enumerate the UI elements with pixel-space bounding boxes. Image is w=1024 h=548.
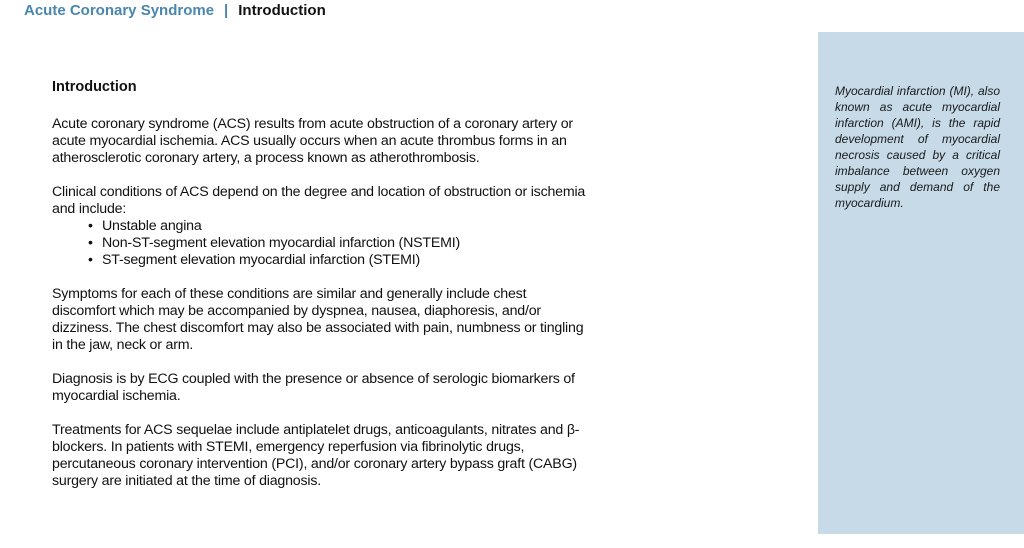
paragraph-clinical-conditions: Clinical conditions of ACS depend on the degree and location of obstruction or ischemia and include: [52, 184, 586, 217]
list-item-text: Unstable angina [102, 218, 202, 234]
breadcrumb-separator: | [224, 1, 229, 19]
sidebar-definition-note: Myocardial infarction (MI), also known as acute myocardial infarction (AMI), is the rapid development of myocardial necrosis caused by a critical imbalance between oxygen supply and demand of the myocardium. [835, 84, 1000, 210]
section-title: Introduction [238, 1, 326, 19]
sidebar-panel [818, 32, 1024, 534]
course-title: Acute Coronary Syndrome [24, 1, 215, 19]
header-breadcrumb [24, 0, 326, 20]
content-heading: Introduction [52, 79, 137, 95]
paragraph-acs-definition: Acute coronary syndrome (ACS) results from acute obstruction of a coronary artery or acute myocardial ischemia. ACS usually occurs when an acute thrombus forms in an atherosclerotic coronary artery, a process known as atherothrombosis. [52, 116, 573, 166]
bullet-glyph: • [88, 235, 93, 251]
list-item-text: Non-ST-segment elevation myocardial infarction (NSTEMI) [102, 235, 461, 251]
list-item [88, 218, 587, 235]
paragraph-diagnosis: Diagnosis is by ECG coupled with the presence or absence of serologic biomarkers of myocardial ischemia. [52, 371, 575, 404]
conditions-list [52, 218, 587, 269]
list-item [88, 252, 587, 269]
list-item-text: ST-segment elevation myocardial infarction (STEMI) [102, 252, 421, 268]
list-item [88, 235, 587, 252]
bullet-glyph: • [88, 218, 93, 234]
paragraph-treatments: Treatments for ACS sequelae include antiplatelet drugs, anticoagulants, nitrates and β-blockers. In patients with STEMI, emergency reperfusion via fibrinolytic drugs, percutaneous coronary intervention (PCI), and/or coronary artery bypass graft (CABG) surgery are initiated at the time of diagnosis. [52, 422, 580, 489]
paragraph-symptoms: Symptoms for each of these conditions are similar and generally include chest discomfort which may be accompanied by dyspnea, nausea, diaphoresis, and/or dizziness. The chest discomfort may also be associated with pain, numbness or tingling in the jaw, neck or arm. [52, 286, 584, 353]
bullet-glyph: • [88, 252, 93, 268]
main-content [52, 78, 587, 507]
